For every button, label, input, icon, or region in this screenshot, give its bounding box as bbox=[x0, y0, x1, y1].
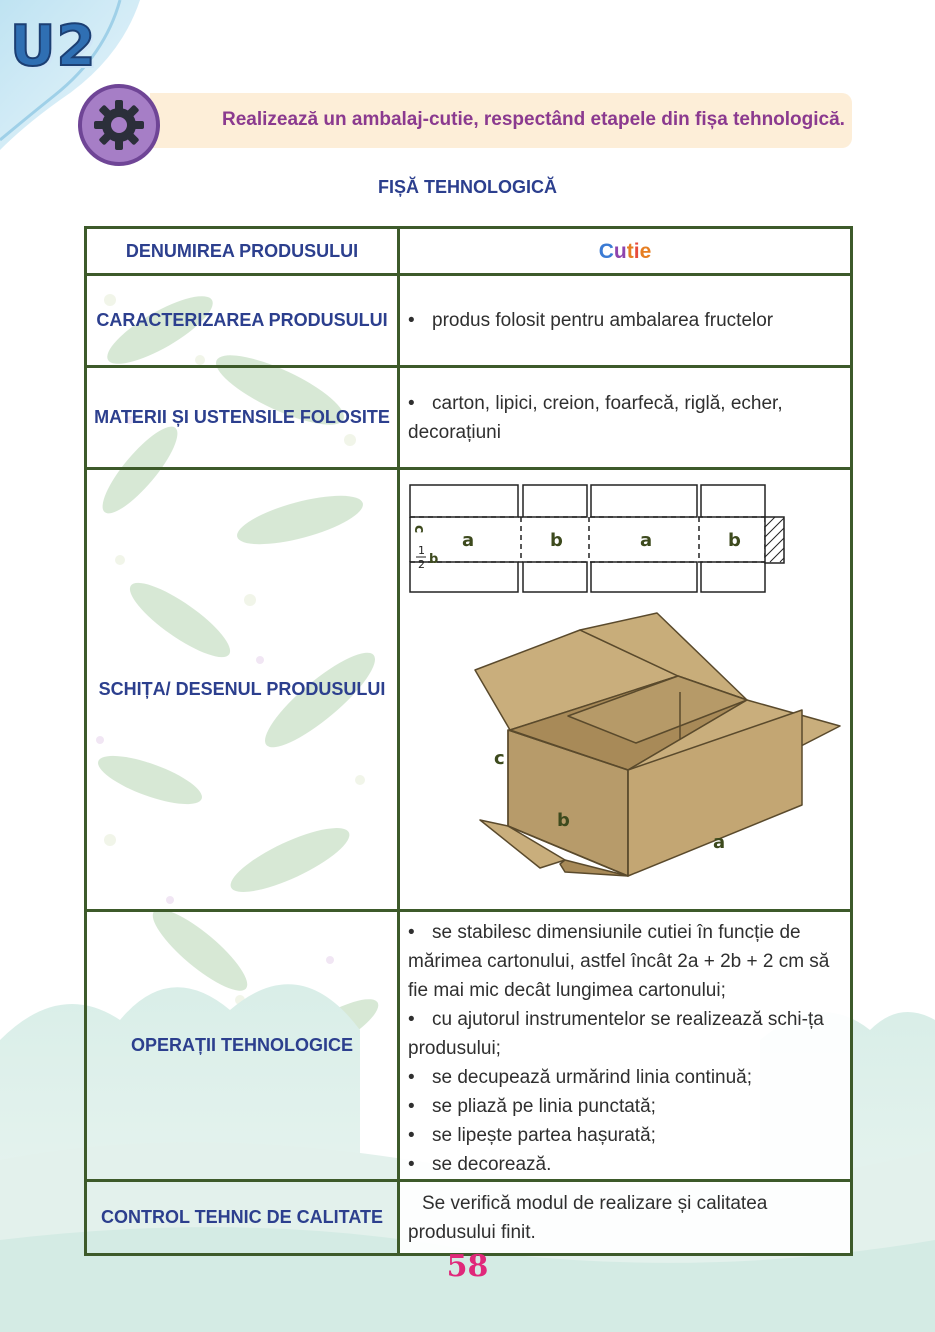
bullet: • bbox=[408, 1154, 415, 1175]
operation-item: • se decupează urmărind linia continuă; bbox=[408, 1063, 842, 1092]
bullet: • bbox=[408, 1096, 415, 1117]
operation-item: • se pliază pe linia punctată; bbox=[408, 1092, 842, 1121]
net-label-b: b bbox=[550, 530, 563, 551]
product-name-letter: e bbox=[639, 239, 652, 263]
row-label: SCHIȚA/ DESENUL PRODUSULUI bbox=[86, 469, 399, 911]
sheet-title: FIȘĂ TEHNOLOGICĂ bbox=[378, 177, 557, 197]
sketch-cell bbox=[399, 469, 852, 911]
product-name-cell bbox=[399, 228, 852, 275]
operation-item: • se decorează. bbox=[408, 1150, 842, 1179]
table-row bbox=[86, 469, 852, 911]
row-label: MATERII ȘI USTENSILE FOLOSITE bbox=[86, 367, 399, 469]
table-row bbox=[86, 275, 852, 367]
row-label: CONTROL TEHNIC DE CALITATE bbox=[86, 1181, 399, 1255]
gear-icon bbox=[78, 84, 160, 166]
svg-text:1: 1 bbox=[418, 544, 425, 557]
box-3d-illustration bbox=[475, 613, 840, 876]
operations-cell bbox=[399, 911, 852, 1181]
table-row bbox=[86, 367, 852, 469]
bullet: • bbox=[408, 1125, 415, 1146]
box-label-b: b bbox=[557, 810, 570, 831]
box-label-a: a bbox=[713, 832, 726, 853]
bullet: • bbox=[408, 392, 415, 414]
table-row bbox=[86, 1181, 852, 1255]
bullet: • bbox=[408, 1067, 415, 1088]
quality-control-text: Se verifică modul de realizare și calitatea produsului finit. bbox=[408, 1192, 768, 1243]
page-number: 58 bbox=[446, 1249, 489, 1284]
product-name-letter: u bbox=[613, 239, 627, 263]
net-label-c: c bbox=[411, 525, 427, 534]
row-value bbox=[399, 275, 852, 367]
bullet: • bbox=[408, 310, 415, 331]
bullet: • bbox=[408, 1009, 415, 1030]
operation-item: • se stabilesc dimensiunile cutiei în funcție de mărimea cartonului, astfel încât 2a + 2b + 2 cm să fie mai mic decât lungimea cartonului; bbox=[408, 918, 842, 1005]
glue-tab bbox=[765, 517, 784, 563]
net-label-a: a bbox=[462, 530, 475, 551]
materials-text: carton, lipici, creion, foarfecă, riglă, echer, decorațiuni bbox=[408, 392, 783, 443]
product-name bbox=[408, 237, 842, 266]
operation-item: • cu ajutorul instrumentelor se realizează schi-ța produsului; bbox=[408, 1005, 842, 1063]
operation-item: • se lipește partea hașurată; bbox=[408, 1121, 842, 1150]
unit-badge: U2 bbox=[10, 14, 97, 79]
net-label-a: a bbox=[640, 530, 653, 551]
task-instruction: Realizează un ambalaj-cutie, respectând etapele din fișa tehnologică. bbox=[222, 109, 845, 130]
half-b-label bbox=[416, 544, 438, 571]
sketch-drawing bbox=[400, 470, 847, 900]
product-name-letter: t bbox=[626, 239, 634, 263]
row-label: DENUMIREA PRODUSULUI bbox=[86, 228, 399, 275]
characterization-text: produs folosit pentru ambalarea fructelor bbox=[432, 310, 774, 331]
table-row bbox=[86, 228, 852, 275]
svg-text:2: 2 bbox=[418, 558, 425, 571]
product-name-letter: C bbox=[598, 239, 614, 263]
row-label: OPERAȚII TEHNOLOGICE bbox=[86, 911, 399, 1181]
bullet: • bbox=[408, 922, 415, 943]
technology-sheet-table bbox=[84, 226, 853, 1256]
table-row bbox=[86, 911, 852, 1181]
product-name-letter: i bbox=[633, 239, 640, 263]
row-value bbox=[399, 1181, 852, 1255]
box-label-c: c bbox=[494, 748, 505, 769]
svg-text:b: b bbox=[429, 552, 439, 567]
row-value bbox=[399, 367, 852, 469]
net-label-b: b bbox=[728, 530, 741, 551]
row-label: CARACTERIZAREA PRODUSULUI bbox=[86, 275, 399, 367]
